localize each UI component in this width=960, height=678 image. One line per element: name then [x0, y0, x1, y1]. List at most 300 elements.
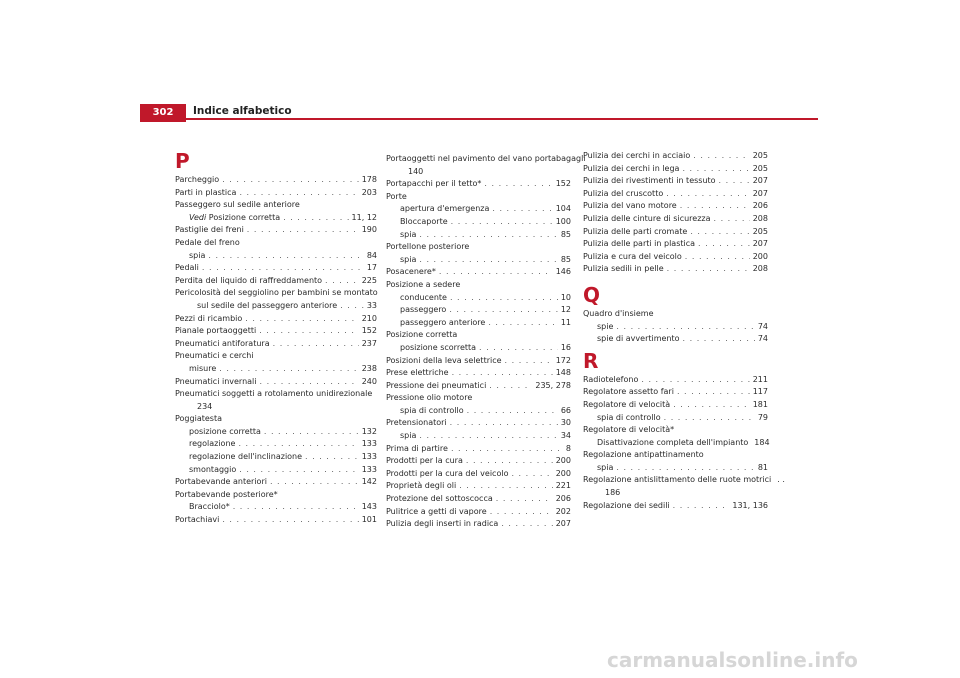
- entry-page-ref: 104: [555, 204, 571, 214]
- entry-page-ref: 146: [555, 267, 571, 277]
- entry-page-ref: 207: [752, 176, 768, 186]
- index-entry: [583, 462, 768, 475]
- entry-page-ref: 84: [366, 250, 377, 260]
- entry-term: Regolatore assetto fari: [583, 387, 674, 397]
- entry-leader-dots: [208, 250, 363, 263]
- entry-term: Pretensionatori: [386, 418, 447, 428]
- entry-page-ref: 172: [555, 355, 571, 365]
- index-entry: [175, 376, 377, 389]
- entry-leader-dots: [616, 321, 754, 334]
- section-letter-r: R: [583, 348, 599, 373]
- entry-term: Pastiglie dei freni: [175, 225, 244, 235]
- entry-term: passeggero anteriore: [400, 317, 486, 327]
- entry-leader-dots: [667, 263, 750, 276]
- entry-leader-dots: [202, 262, 364, 275]
- entry-page-ref: 208: [752, 264, 768, 274]
- page-number: 302: [140, 104, 186, 122]
- entry-leader-dots: [479, 342, 558, 355]
- index-entry: [386, 329, 571, 342]
- entry-page-ref: 133: [361, 439, 377, 449]
- entry-term: Portapacchi per il tetto*: [386, 179, 482, 189]
- entry-page-ref: 207: [752, 239, 768, 249]
- index-list: [583, 374, 785, 513]
- entry-leader-dots: [682, 163, 749, 176]
- entry-leader-dots: [488, 317, 557, 330]
- entry-leader-dots: [245, 313, 358, 326]
- entry-leader-dots: [259, 325, 359, 338]
- section-letter-q: Q: [583, 282, 601, 307]
- entry-leader-dots: [222, 174, 359, 187]
- entry-page-ref: 200: [555, 456, 571, 466]
- index-list: [583, 150, 768, 276]
- entry-term: 186: [605, 488, 621, 498]
- index-entry: [175, 287, 377, 300]
- entry-term: Pulizia dei cerchi in acciaio: [583, 151, 691, 160]
- entry-page-ref: 238: [361, 363, 377, 373]
- entry-term: Portabevande anteriori: [175, 477, 267, 487]
- entry-page-ref: 33: [366, 300, 377, 310]
- entry-page-ref: 34: [560, 431, 571, 441]
- entry-term: Pulitrice a getti di vapore: [386, 506, 487, 516]
- index-entry: [583, 437, 768, 450]
- entry-leader-dots: [419, 430, 557, 443]
- index-entry: [175, 438, 377, 451]
- entry-page-ref: 85: [560, 229, 571, 239]
- index-entry: [583, 213, 768, 226]
- entry-term: Bracciolo*: [189, 502, 230, 512]
- entry-page-ref: 74: [757, 334, 768, 344]
- entry-leader-dots: [719, 175, 750, 188]
- index-entry: [583, 308, 768, 321]
- entry-page-ref: 205: [752, 163, 768, 173]
- entry-leader-dots: [693, 150, 749, 163]
- entry-term: regolazione: [189, 439, 236, 449]
- index-entry: [583, 399, 768, 412]
- entry-leader-dots: [492, 203, 552, 216]
- entry-term: Regolatore di velocità: [583, 399, 671, 409]
- entry-term: Posizione corretta: [386, 330, 458, 340]
- entry-term: Pneumatici invernali: [175, 376, 257, 386]
- index-entry: [583, 188, 768, 201]
- entry-see-ref: Vedi: [189, 212, 209, 222]
- entry-term: Pulizia del cruscotto: [583, 188, 664, 198]
- entry-page-ref: 200: [752, 251, 768, 261]
- index-entry: [386, 493, 571, 506]
- entry-leader-dots: [239, 187, 358, 200]
- entry-term: spia: [400, 431, 417, 441]
- entry-term: Parcheggio: [175, 175, 220, 184]
- index-list: [583, 308, 768, 346]
- entry-leader-dots: [714, 213, 750, 226]
- entry-page-ref: 79: [757, 412, 768, 422]
- index-entry: [386, 266, 571, 279]
- entry-term: posizione corretta: [189, 426, 261, 436]
- index-entry: [175, 464, 377, 477]
- entry-leader-dots: [680, 200, 750, 213]
- index-entry: [175, 212, 377, 225]
- entry-page-ref: 210: [361, 313, 377, 323]
- entry-page-ref: 142: [361, 477, 377, 487]
- entry-term: spia: [400, 229, 417, 239]
- index-entry: [175, 325, 377, 338]
- entry-leader-dots: [340, 300, 364, 313]
- entry-leader-dots: [490, 506, 553, 519]
- entry-page-ref: 178: [361, 175, 377, 184]
- entry-page-ref: 132: [361, 426, 377, 436]
- entry-term: Regolazione dei sedili: [583, 500, 670, 510]
- entry-leader-dots: [466, 455, 553, 468]
- index-entry: [175, 451, 377, 464]
- entry-leader-dots: [450, 417, 558, 430]
- entry-page-ref: 16: [560, 342, 571, 352]
- entry-term: regolazione dell'inclinazione: [189, 452, 303, 462]
- index-entry: [175, 275, 377, 288]
- entry-page-ref: 235, 278: [535, 380, 571, 390]
- index-entry: [386, 166, 571, 179]
- entry-term: Proprietà degli oli: [386, 481, 457, 491]
- index-entry: [386, 254, 571, 267]
- index-entry: [175, 401, 377, 414]
- entry-leader-dots: [451, 443, 563, 456]
- index-entry: [386, 342, 571, 355]
- index-entry: [386, 317, 571, 330]
- entry-page-ref: 30: [560, 418, 571, 428]
- index-entry: [583, 251, 768, 264]
- index-entry: [386, 443, 571, 456]
- index-entry: [386, 304, 571, 317]
- entry-page-ref: 207: [555, 519, 571, 529]
- entry-term: spia: [400, 254, 417, 264]
- entry-page-ref: 12: [560, 305, 571, 315]
- entry-page-ref: 66: [560, 405, 571, 415]
- entry-term: Pianale portaoggetti: [175, 326, 257, 336]
- entry-term: Pulizia degli inserti in radica: [386, 519, 499, 529]
- index-entry: [386, 455, 571, 468]
- entry-term: Pressione olio motore: [386, 393, 473, 403]
- entry-term: passeggero: [400, 305, 447, 315]
- entry-page-ref: 211: [752, 374, 768, 384]
- index-entry: [386, 468, 571, 481]
- entry-leader-dots: [439, 266, 553, 279]
- entry-leader-dots: [305, 451, 359, 464]
- entry-leader-dots: [677, 386, 750, 399]
- entry-leader-dots: [690, 226, 749, 239]
- header-rule: [140, 118, 818, 120]
- entry-term: Pulizia e cura del veicolo: [583, 251, 682, 261]
- index-entry: [175, 237, 377, 250]
- entry-term: Pezzi di ricambio: [175, 313, 243, 323]
- index-entry: [583, 386, 768, 399]
- entry-page-ref: 190: [361, 225, 377, 235]
- entry-term: Passeggero sul sedile anteriore: [175, 200, 300, 210]
- index-entry: [175, 489, 377, 502]
- index-entry: [583, 449, 768, 462]
- entry-leader-dots: [259, 376, 358, 389]
- entry-page-ref: 100: [555, 216, 571, 226]
- entry-leader-dots: [698, 238, 750, 251]
- entry-term: Regolazione antipattinamento: [583, 450, 704, 460]
- entry-leader-dots: [325, 275, 359, 288]
- entry-term: Regolatore di velocità*: [583, 425, 675, 435]
- entry-page-ref: 101: [361, 515, 377, 525]
- entry-term: Prodotti per la cura del veicolo: [386, 468, 509, 478]
- entry-leader-dots: [641, 374, 749, 387]
- entry-term: apertura d'emergenza: [400, 204, 490, 214]
- entry-leader-dots: [219, 363, 358, 376]
- index-entry: [583, 150, 768, 163]
- entry-term: 234: [197, 401, 213, 411]
- entry-term: Regolazione antislittamento delle ruote motrici: [583, 475, 772, 485]
- entry-page-ref: 181: [752, 399, 768, 409]
- entry-term: Prima di partire: [386, 443, 448, 453]
- index-entry: [583, 412, 768, 425]
- entry-term: Poggiatesta: [175, 414, 222, 424]
- entry-term: Portellone posteriore: [386, 242, 470, 252]
- index-list: [175, 174, 377, 527]
- entry-leader-dots: [238, 438, 358, 451]
- watermark: carmanualsonline.info: [607, 648, 858, 672]
- entry-page-ref: 10: [560, 292, 571, 302]
- entry-page-ref: 237: [361, 338, 377, 348]
- entry-leader-dots: [222, 514, 358, 527]
- entry-term: Protezione del sottoscocca: [386, 494, 493, 504]
- index-entry: [386, 417, 571, 430]
- index-entry: [583, 163, 768, 176]
- index-entry: [583, 321, 768, 334]
- index-entry: [386, 367, 571, 380]
- entry-page-ref: 225: [361, 275, 377, 285]
- index-entry: [583, 424, 768, 437]
- index-entry: [583, 333, 768, 346]
- index-entry: [175, 262, 377, 275]
- index-entry: [175, 363, 377, 376]
- entry-leader-dots: [459, 480, 553, 493]
- entry-leader-dots: [239, 464, 358, 477]
- entry-leader-dots: [419, 229, 557, 242]
- entry-term: Pulizia sedili in pelle: [583, 264, 664, 274]
- index-entry: [386, 203, 571, 216]
- entry-page-ref: 81: [757, 462, 768, 472]
- entry-leader-dots: [449, 304, 557, 317]
- index-entry: [386, 518, 571, 531]
- entry-leader-dots: [505, 355, 553, 368]
- index-entry: [386, 506, 571, 519]
- index-entry: [386, 405, 571, 418]
- index-entry: [583, 500, 768, 513]
- index-entry: [583, 374, 768, 387]
- entry-leader-dots: [683, 333, 755, 346]
- entry-page-ref: . .: [777, 475, 785, 485]
- index-entry: [175, 313, 377, 326]
- index-entry: [175, 224, 377, 237]
- entry-page-ref: 208: [752, 213, 768, 223]
- index-entry: [583, 226, 768, 239]
- entry-leader-dots: [247, 224, 359, 237]
- entry-leader-dots: [489, 380, 532, 393]
- entry-term: posizione scorretta: [400, 342, 477, 352]
- page-title: Indice alfabetico: [193, 105, 292, 117]
- entry-term: spia di controllo: [597, 412, 661, 422]
- index-entry: [583, 200, 768, 213]
- index-entry: [386, 216, 571, 229]
- index-entry: [583, 474, 785, 487]
- entry-term: Quadro d'insieme: [583, 308, 654, 318]
- entry-leader-dots: [467, 405, 558, 418]
- entry-term: spia: [189, 250, 206, 260]
- index-list: [386, 153, 586, 531]
- entry-term: Disattivazione completa dell'impianto: [597, 437, 749, 447]
- index-entry: [175, 187, 377, 200]
- entry-page-ref: 205: [752, 226, 768, 236]
- entry-page-ref: 85: [560, 254, 571, 264]
- entry-term: Pulizia delle parti in plastica: [583, 239, 696, 249]
- entry-term: 140: [408, 166, 424, 176]
- entry-term: spia di controllo: [400, 405, 464, 415]
- entry-term: Pressione dei pneumatici: [386, 380, 487, 390]
- entry-term: Prodotti per la cura: [386, 456, 463, 466]
- entry-leader-dots: [233, 501, 359, 514]
- index-column-3: [583, 150, 785, 512]
- entry-term: Pulizia delle cinture di sicurezza: [583, 213, 711, 223]
- entry-page-ref: 240: [361, 376, 377, 386]
- entry-term: Parti in plastica: [175, 187, 237, 197]
- entry-leader-dots: [450, 292, 558, 305]
- entry-term: Pulizia delle parti cromate: [583, 226, 688, 236]
- index-entry: [175, 426, 377, 439]
- entry-leader-dots: [451, 216, 553, 229]
- entry-leader-dots: [270, 476, 359, 489]
- entry-page-ref: 203: [361, 187, 377, 197]
- index-column-1: [175, 150, 377, 527]
- index-entry: [386, 392, 571, 405]
- index-entry: [583, 238, 768, 251]
- entry-term: Portachiavi: [175, 515, 220, 525]
- index-entry: [386, 153, 586, 166]
- entry-page-ref: 221: [555, 481, 571, 491]
- section-letter-p: P: [175, 149, 190, 173]
- entry-term: Pulizia dei cerchi in lega: [583, 163, 680, 173]
- entry-page-ref: 143: [361, 502, 377, 512]
- index-entry: [175, 174, 377, 187]
- index-entry: [175, 350, 377, 363]
- index-entry: [175, 476, 377, 489]
- entry-page-ref: 17: [366, 263, 377, 273]
- index-entry: [175, 514, 377, 527]
- entry-term: spia: [597, 462, 614, 472]
- index-entry: [583, 175, 768, 188]
- entry-term: Posizione a sedere: [386, 279, 461, 289]
- entry-page-ref: 148: [555, 368, 571, 378]
- entry-term: Porte: [386, 191, 407, 201]
- entry-leader-dots: [616, 462, 754, 475]
- entry-term: Perdita del liquido di raffreddamento: [175, 275, 323, 285]
- index-entry: [583, 487, 768, 500]
- entry-leader-dots: [283, 212, 348, 225]
- index-entry: [386, 380, 571, 393]
- entry-leader-dots: [419, 254, 557, 267]
- index-entry: [386, 229, 571, 242]
- index-entry: [386, 430, 571, 443]
- index-entry: [386, 355, 571, 368]
- entry-leader-dots: [484, 178, 552, 191]
- entry-leader-dots: [501, 518, 552, 531]
- entry-page-ref: 133: [361, 464, 377, 474]
- entry-term: spie: [597, 321, 614, 331]
- entry-page-ref: 74: [757, 321, 768, 331]
- index-entry: [175, 388, 377, 401]
- entry-term: Prese elettriche: [386, 368, 449, 378]
- entry-page-ref: 133: [361, 452, 377, 462]
- index-entry: [175, 199, 377, 212]
- entry-term: Pulizia dei rivestimenti in tessuto: [583, 176, 716, 186]
- entry-page-ref: 152: [555, 179, 571, 189]
- entry-term: sul sedile del passeggero anteriore: [197, 300, 338, 310]
- entry-term: Pneumatici soggetti a rotolamento unidirezionale: [175, 389, 373, 399]
- entry-leader-dots: [664, 412, 755, 425]
- entry-term: Portabevande posteriore*: [175, 489, 278, 499]
- entry-page-ref: 206: [555, 494, 571, 504]
- index-entry: [386, 292, 571, 305]
- entry-leader-dots: [511, 468, 552, 481]
- entry-page-ref: 11, 12: [351, 212, 377, 222]
- entry-page-ref: 184: [754, 437, 770, 447]
- index-entry: [175, 300, 377, 313]
- index-column-2: [386, 150, 586, 531]
- entry-page-ref: 200: [555, 468, 571, 478]
- entry-term: Pedale del freno: [175, 237, 240, 247]
- index-entry: [386, 191, 571, 204]
- entry-term: spie di avvertimento: [597, 334, 680, 344]
- index-entry: [175, 250, 377, 263]
- entry-page-ref: 205: [752, 151, 768, 160]
- entry-leader-dots: [673, 399, 750, 412]
- index-entry: [386, 178, 571, 191]
- entry-page-ref: 117: [752, 387, 768, 397]
- entry-term: Pneumatici antiforatura: [175, 338, 270, 348]
- index-entry: [386, 480, 571, 493]
- entry-term: Pericolosità del seggiolino per bambini se montato: [175, 288, 378, 298]
- entry-term: [189, 212, 280, 225]
- entry-page-ref: 131, 136: [732, 500, 768, 510]
- entry-term: Portaoggetti nel pavimento del vano portabagagli: [386, 154, 586, 163]
- index-entry: [386, 279, 571, 292]
- index-entry: [175, 338, 377, 351]
- index-entry: [175, 501, 377, 514]
- entry-term: smontaggio: [189, 464, 237, 474]
- entry-page-ref: 8: [565, 443, 571, 453]
- entry-term: misure: [189, 363, 217, 373]
- entry-term: Pneumatici e cerchi: [175, 351, 254, 361]
- entry-term: Posizioni della leva selettrice: [386, 355, 502, 365]
- entry-leader-dots: [685, 251, 750, 264]
- entry-term: conducente: [400, 292, 447, 302]
- index-entry: [175, 413, 377, 426]
- entry-leader-dots: [673, 500, 730, 513]
- entry-term: Bloccaporte: [400, 216, 448, 226]
- entry-page-ref: 207: [752, 188, 768, 198]
- entry-page-ref: 152: [361, 326, 377, 336]
- entry-term: Pedali: [175, 263, 199, 273]
- entry-leader-dots: [666, 188, 750, 201]
- entry-leader-dots: [264, 426, 359, 439]
- entry-leader-dots: [273, 338, 359, 351]
- entry-leader-dots: [496, 493, 553, 506]
- entry-term: Radiotelefono: [583, 374, 639, 384]
- index-entry: [583, 263, 768, 276]
- index-entry: [386, 241, 571, 254]
- entry-term: Pulizia del vano motore: [583, 201, 677, 211]
- entry-page-ref: 202: [555, 506, 571, 516]
